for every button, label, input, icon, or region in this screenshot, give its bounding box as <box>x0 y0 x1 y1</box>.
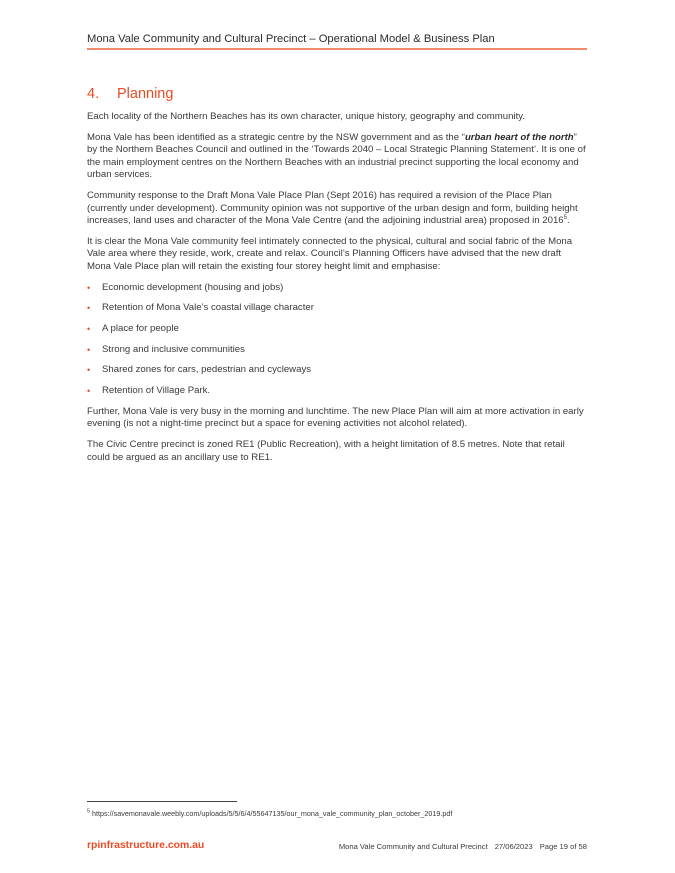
paragraph-3-text: Community response to the Draft Mona Vale Place Plan (Sept 2016) has required a revision of the Place Plan (currently under development). Community opinion was not supportive of the urban design and form, building height increases, land uses and character of the Mona Vale Centre (and the adjoining industrial area) proposed in 2016 <box>87 190 578 227</box>
running-header-title: Mona Vale Community and Cultural Precinct – Operational Model & Business Plan <box>87 33 495 45</box>
body-content <box>87 111 587 473</box>
list-item: • Shared zones for cars, pedestrian and cycleways <box>87 364 587 376</box>
list-item: • Economic development (housing and jobs) <box>87 282 587 294</box>
section-heading <box>87 86 173 102</box>
footer-website-link[interactable]: rpinfrastructure.com.au <box>87 840 205 851</box>
footnote-reference: 5 <box>563 214 567 221</box>
paragraph-2-rest: ” by the Northern Beaches Council and outlined in the ‘Towards 2040 – Local Strategic Planning Statement’. It is one of the main employment centres on the Northern Beaches with an industrial precinct supporting the local economy and urban services. <box>87 132 586 181</box>
list-item: • A place for people <box>87 323 587 335</box>
paragraph-2 <box>87 132 587 182</box>
paragraph-2-emphasis: urban heart of the north <box>464 132 574 143</box>
emphasis-list <box>87 282 587 397</box>
paragraph-3-end: . <box>566 215 570 227</box>
header-divider <box>87 48 587 50</box>
list-item: • Strong and inclusive communities <box>87 344 587 356</box>
paragraph-1: Each locality of the Northern Beaches has its own character, unique history, geography and community. <box>87 111 525 122</box>
footnote-divider <box>87 801 237 802</box>
footer-doc-title: Mona Vale Community and Cultural Precinct <box>338 842 488 851</box>
paragraph-4: It is clear the Mona Vale community feel intimately connected to the physical, cultural and social fabric of the Mona Vale area where they reside, work, create and relax. Council’s Planning Officers have advised that the new draft Mona Vale Place plan will retain the existing four storey height limit and emphasise: <box>87 236 573 272</box>
footnote-url[interactable]: https://savemonavale.weebly.com/uploads/5/5/6/4/55647135/our_mona_vale_community_plan_october_2019.pdf <box>90 809 453 818</box>
paragraph-2-lead: Mona Vale has been identified as a strategic centre by the NSW government and as the “ <box>87 132 465 143</box>
footer-date: 27/06/2023 <box>494 842 533 851</box>
paragraph-3 <box>87 190 587 227</box>
footer-info <box>332 842 587 851</box>
footer-page-number: Page 19 of 58 <box>539 842 587 851</box>
footnote-number: 5 <box>87 808 91 815</box>
list-item: • Retention of Village Park. <box>87 385 587 397</box>
section-title: Planning <box>117 86 174 102</box>
footnote <box>87 809 452 818</box>
section-number: 4. <box>87 86 100 102</box>
paragraph-6: The Civic Centre precinct is zoned RE1 (Public Recreation), with a height limitation of 8.5 metres. Note that retail could be argued as an ancillary use to RE1. <box>87 439 565 463</box>
paragraph-5: Further, Mona Vale is very busy in the morning and lunchtime. The new Place Plan will aim at more activation in early evening (is not a night-time precinct but a space for evening activities not alcohol related). <box>87 405 584 430</box>
list-item: • Retention of Mona Vale’s coastal village character <box>87 302 587 314</box>
